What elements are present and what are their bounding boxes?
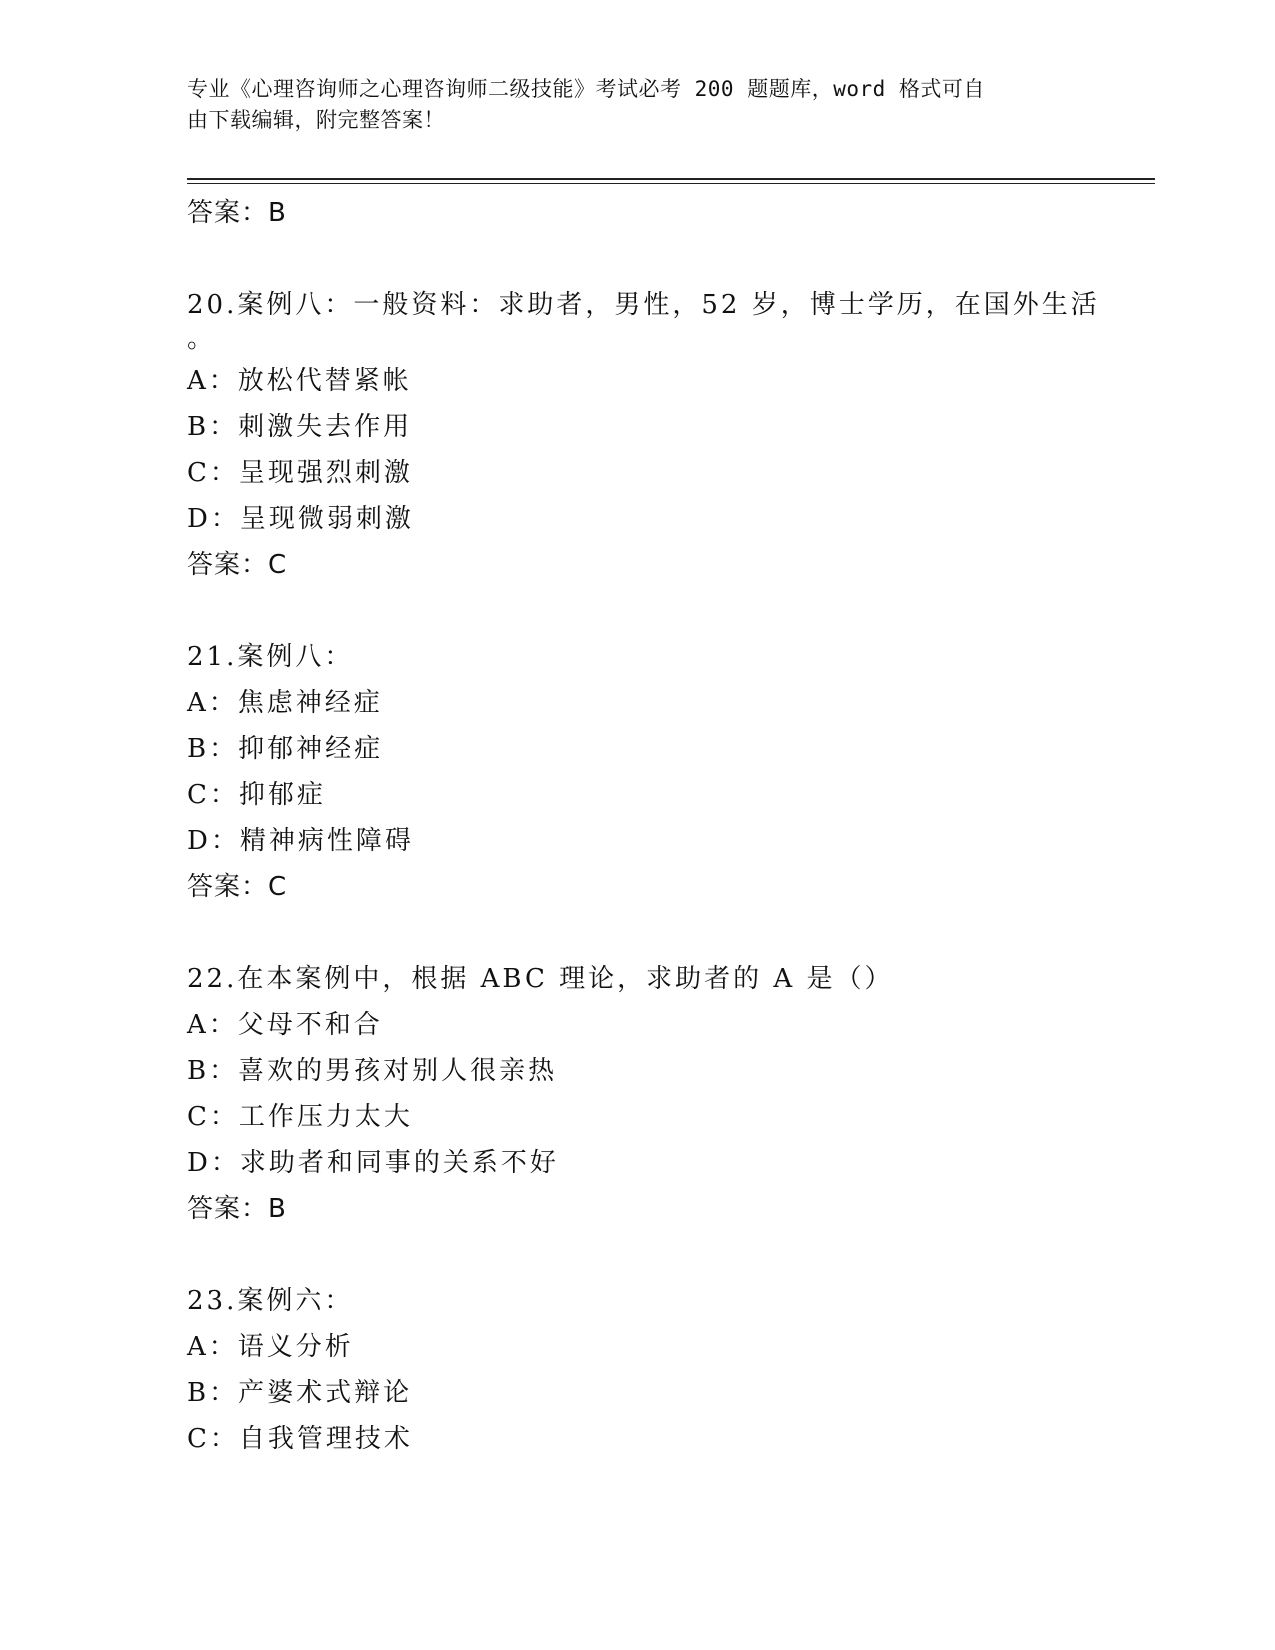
option-b: B：抑郁神经症 <box>187 734 384 764</box>
question-22 <box>187 956 1155 1232</box>
answer-line: 答案：C <box>187 872 288 902</box>
question-stem: 23.案例六： <box>187 1286 354 1316</box>
option-d: D：精神病性障碍 <box>187 826 414 856</box>
question-20 <box>187 282 1155 588</box>
option-d: D：呈现微弱刺激 <box>187 504 414 534</box>
option-d: D：求助者和同事的关系不好 <box>187 1148 559 1178</box>
option-a: A：语义分析 <box>187 1332 354 1362</box>
question-stem-tail: 。 <box>187 324 217 354</box>
header-divider-thick <box>187 178 1155 180</box>
question-list <box>187 190 1155 1462</box>
option-c: C：抑郁症 <box>187 780 326 810</box>
question-21 <box>187 634 1155 910</box>
answer-line: 答案：B <box>187 198 287 228</box>
question-23 <box>187 1278 1155 1462</box>
question-stem: 22.在本案例中，根据 ABC 理论，求助者的 A 是（） <box>187 964 894 994</box>
option-b: B：产婆术式辩论 <box>187 1378 413 1408</box>
answer-line: 答案：C <box>187 550 288 580</box>
question-stem: 20.案例八：一般资料：求助者，男性，52 岁，博士学历，在国外生活 <box>187 290 1100 320</box>
option-a: A：放松代替紧帐 <box>187 366 412 396</box>
option-c: C：工作压力太大 <box>187 1102 413 1132</box>
header-line-1: 专业《心理咨询师之心理咨询师二级技能》考试必考 200 题题库，word 格式可自 <box>187 77 985 101</box>
document-header <box>187 74 1087 136</box>
header-divider-thin <box>187 183 1155 184</box>
header-line-2: 由下载编辑，附完整答案！ <box>187 108 445 132</box>
option-a: A：父母不和合 <box>187 1010 383 1040</box>
answer-line: 答案：B <box>187 1194 287 1224</box>
option-c: C：自我管理技术 <box>187 1424 413 1454</box>
option-c: C：呈现强烈刺激 <box>187 458 413 488</box>
option-b: B：喜欢的男孩对别人很亲热 <box>187 1056 558 1086</box>
question-stem: 21.案例八： <box>187 642 354 672</box>
option-b: B：刺激失去作用 <box>187 412 413 442</box>
option-a: A：焦虑神经症 <box>187 688 383 718</box>
